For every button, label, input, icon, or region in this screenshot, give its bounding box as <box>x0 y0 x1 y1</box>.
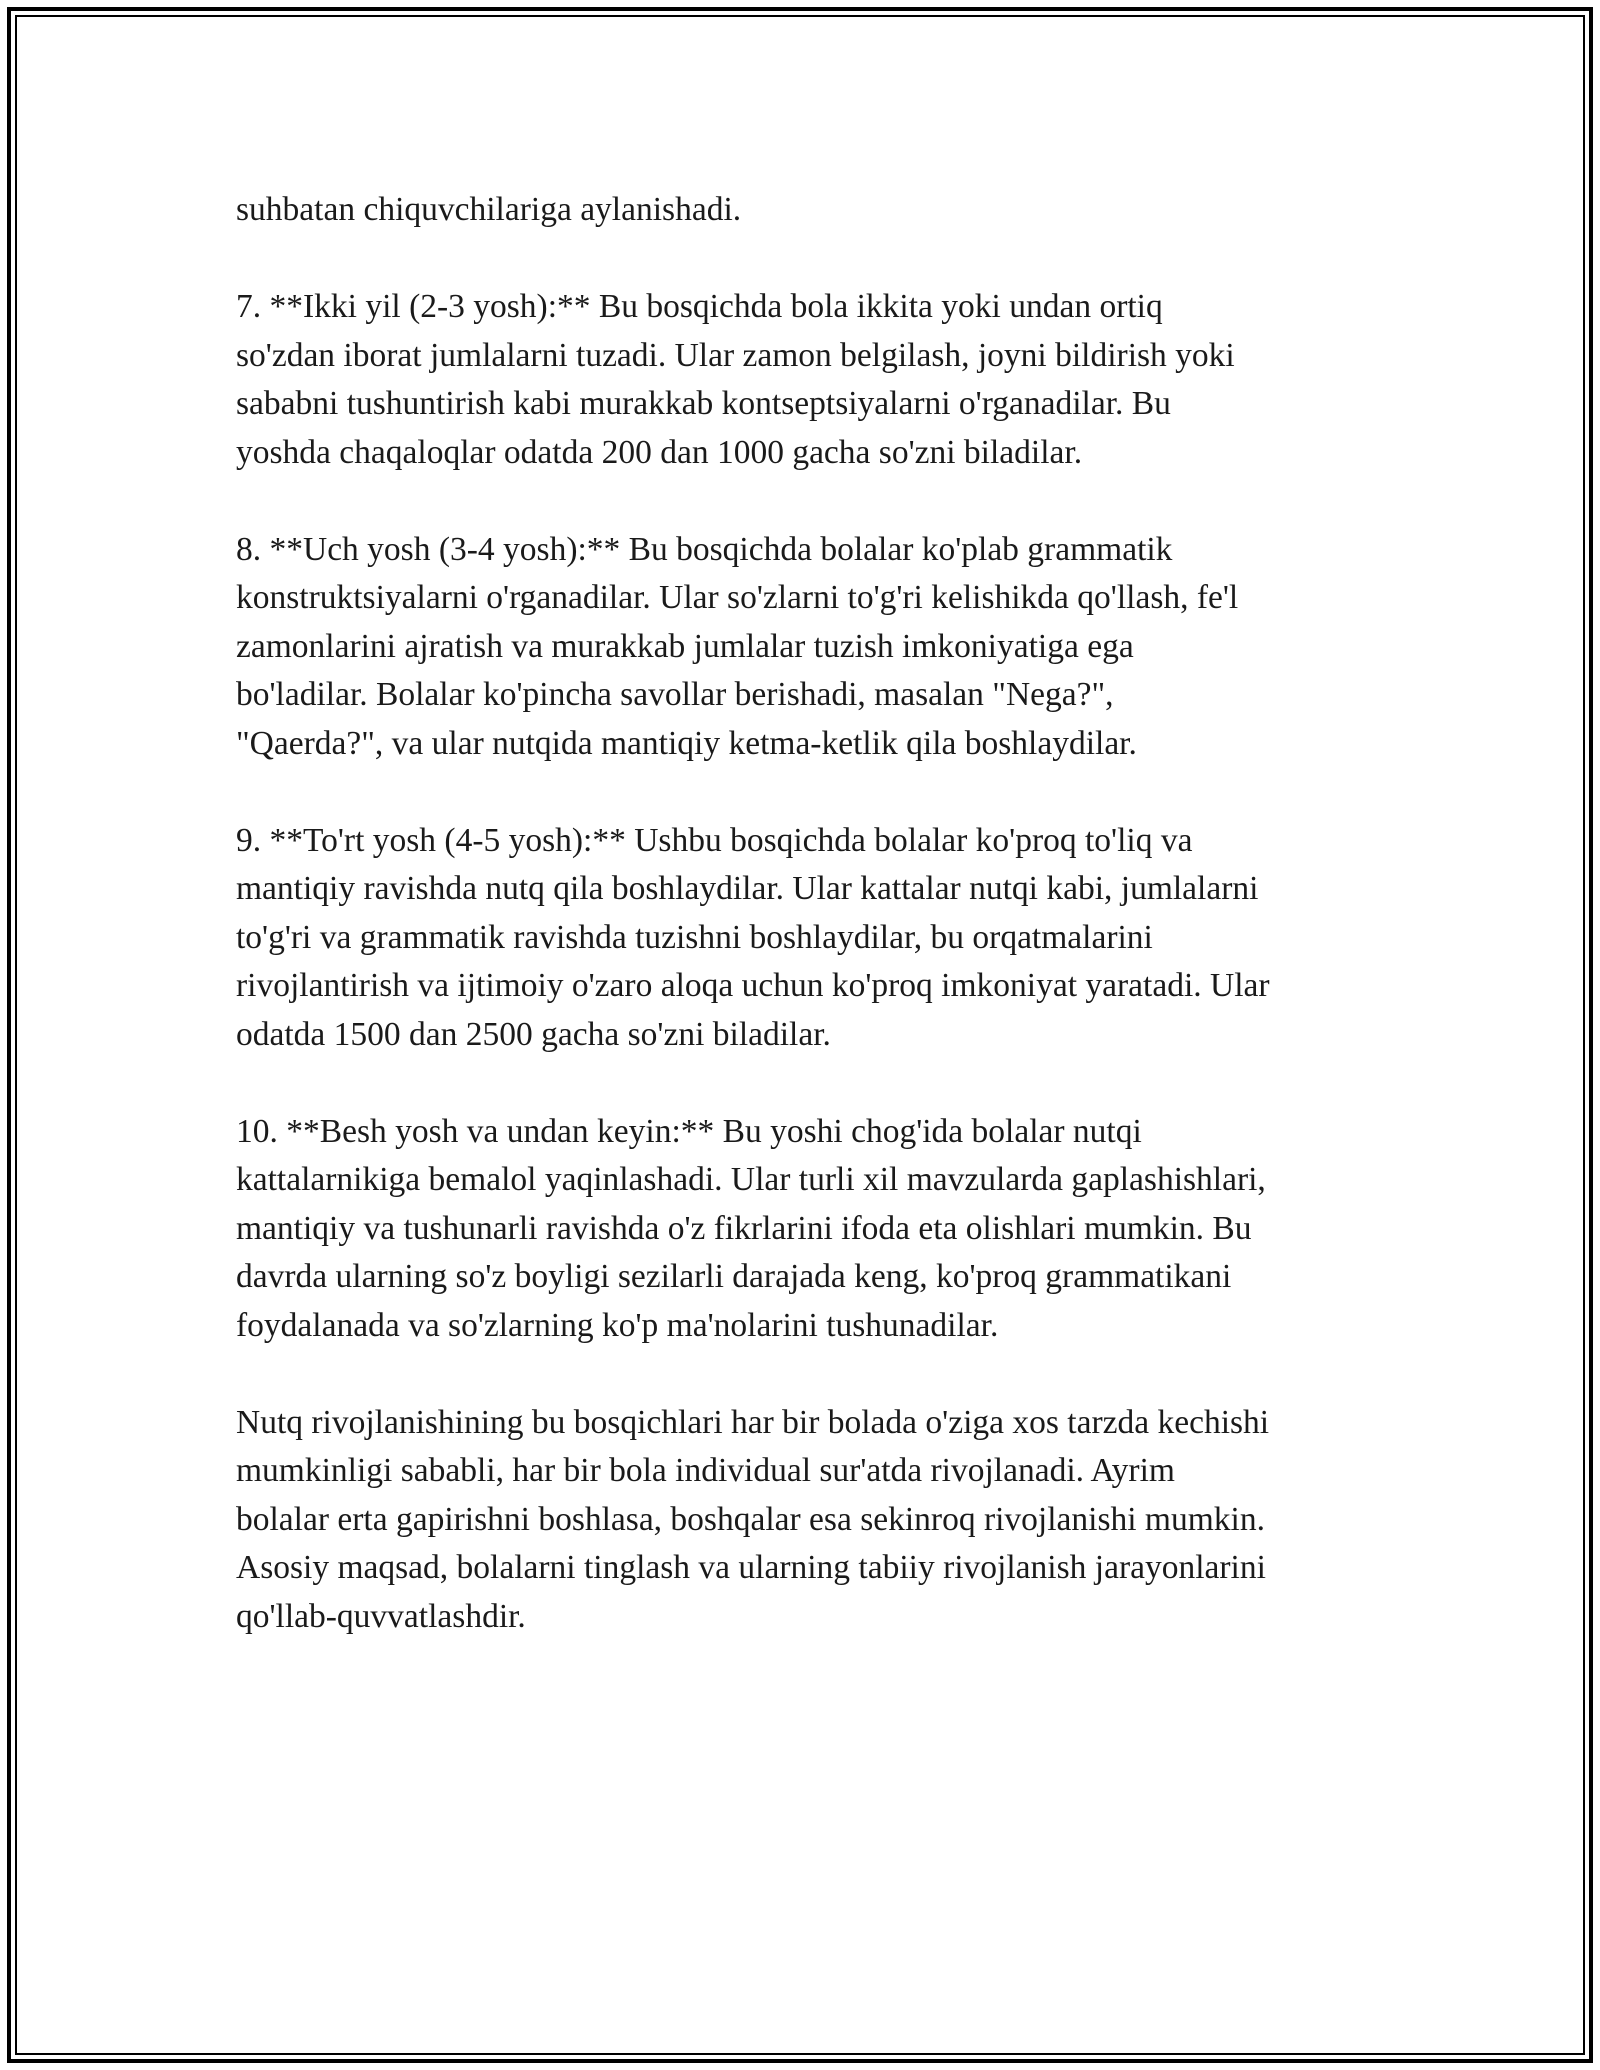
paragraph-stage-9: 9. **To'rt yosh (4-5 yosh):** Ushbu bosqichda bolalar ko'proq to'liq va mantiqiy ravishda nutq qila boshlaydilar. Ular kattalar nutqi kabi, jumlalarni to'g'ri va grammatik ravishda tuzishni boshlaydilar, bu orqatmalarini rivojlantirish va ijtimoiy o'zaro aloqa uchun ko'proq imkoniyat yaratadi. Ular odatda 1500 dan 2500 gacha so'zni biladilar. <box>236 821 1270 1053</box>
paragraph-conclusion: Nutq rivojlanishining bu bosqichlari har bir bolada o'ziga xos tarzda kechishi mumkinligi sababli, har bir bola individual sur'atda rivojlanadi. Ayrim bolalar erta gapirishni boshlasa, boshqalar esa sekinroq rivojlanishi mumkin. Asosiy maqsad, bolalarni tinglash va ularning tabiiy rivojlanish jarayonlarini qo'llab-quvvatlashdir. <box>236 1403 1270 1635</box>
paragraph-stage-10: 10. **Besh yosh va undan keyin:** Bu yoshi chog'ida bolalar nutqi kattalarnikiga bemalol yaqinlashadi. Ular turli xil mavzularda gaplashishlari, mantiqiy va tushunarli ravishda o'z fikrlarini ifoda eta olishlari mumkin. Bu davrda ularning so'z boyligi sezilarli darajada keng, ko'proq grammatikani foydalanada va so'zlarning ko'p ma'nolarini tushunadilar. <box>236 1112 1266 1344</box>
paragraph-stage-7: 7. **Ikki yil (2-3 yosh):** Bu bosqichda bola ikkita yoki undan ortiq so'zdan iborat jumlalarni tuzadi. Ular zamon belgilash, joyni bildirish yoki sababni tushuntirish kabi murakkab kontseptsiyalarni o'rganadilar. Bu yoshda chaqaloqlar odatda 200 dan 1000 gacha so'zni biladilar. <box>236 288 1235 471</box>
paragraph-stage-8: 8. **Uch yosh (3-4 yosh):** Bu bosqichda bolalar ko'plab grammatik konstruktsiyalarni o'rganadilar. Ular so'zlarni to'g'ri kelishikda qo'llash, fe'l zamonlarini ajratish va murakkab jumlalar tuzish imkoniyatiga ega bo'ladilar. Bolalar ko'pincha savollar berishadi, masalan "Nega?", "Qaerda?", va ular nutqida mantiqiy ketma-ketlik qila boshlaydilar. <box>236 530 1239 762</box>
document-body <box>236 186 1386 1641</box>
paragraph-continuation: suhbatan chiquvchilariga aylanishadi. <box>236 191 742 228</box>
